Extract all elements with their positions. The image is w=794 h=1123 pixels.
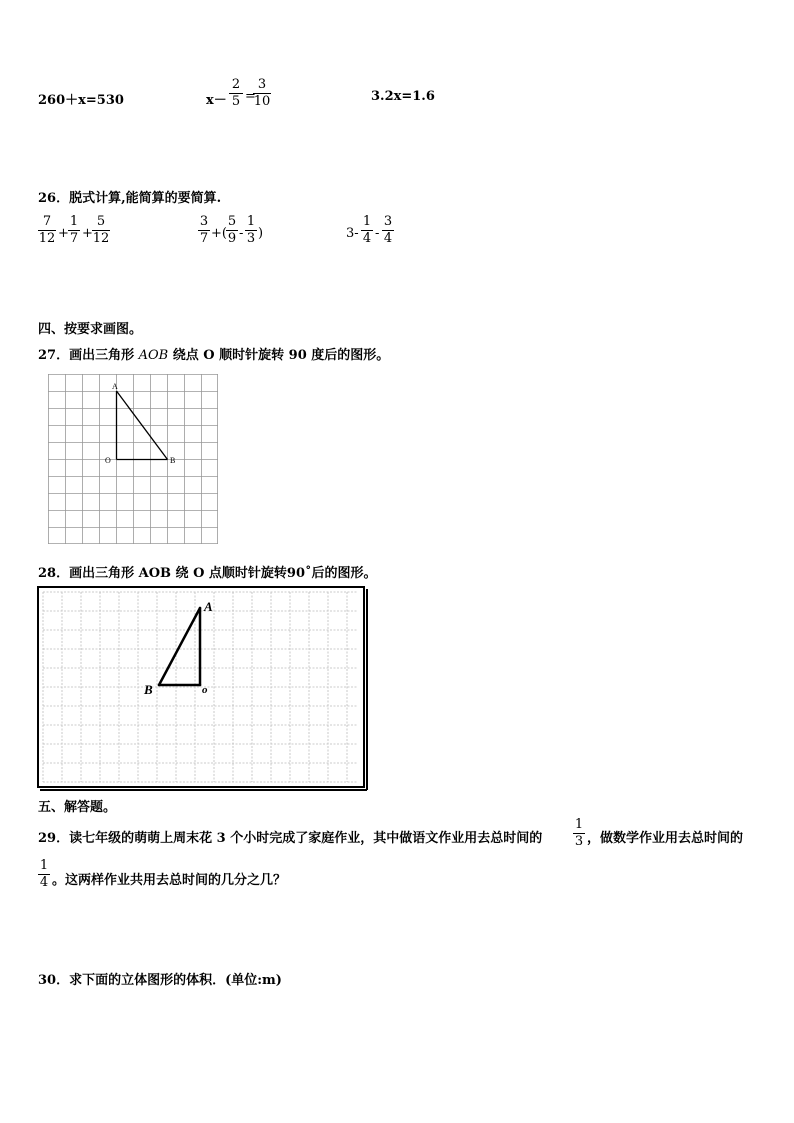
q26-e2-frac-2: 5 9 bbox=[227, 214, 237, 246]
q26-title: 26．脱式计算,能简算的要简算. bbox=[38, 191, 222, 206]
q27-label-a: A bbox=[112, 382, 118, 391]
equation-2-fraction-2: 3 10 bbox=[253, 77, 271, 109]
q26-e3-minus: - bbox=[375, 226, 380, 241]
q26-e2-open: +( bbox=[211, 226, 227, 241]
q26-e2-minus: - bbox=[239, 226, 244, 241]
section-4-title: 四、按要求画图。 bbox=[38, 322, 143, 337]
q26-e2-frac-1: 3 7 bbox=[199, 214, 209, 246]
q29-text-3: 。这两样作业共用去总时间的几分之几？ bbox=[52, 873, 287, 888]
q26-e1-frac-1: 7 12 bbox=[38, 214, 56, 246]
equation-2-fraction-1: 2 5 bbox=[229, 77, 243, 110]
q28-label-o: o bbox=[202, 684, 208, 696]
q28-title: 28．画出三角形 AOB 绕 O 点顺时针旋转90˚后的图形。 bbox=[38, 566, 377, 581]
q29-fraction-2: 1 4 bbox=[39, 858, 49, 890]
q30-title: 30．求下面的立体图形的体积．(单位:m) bbox=[38, 973, 282, 988]
q26-e2-frac-3: 1 3 bbox=[246, 214, 256, 246]
equation-1: 260＋x=530 bbox=[38, 93, 124, 108]
q26-e1-frac-3: 5 12 bbox=[92, 214, 110, 246]
q26-e1-frac-2: 1 7 bbox=[69, 214, 79, 246]
q29-text-1: 29．读七年级的萌萌上周末花 3 个小时完成了家庭作业，其中做语文作业用去总时间的 bbox=[38, 831, 543, 846]
q27-label-b: B bbox=[170, 456, 176, 465]
equation-2-equals: = bbox=[245, 89, 256, 104]
q27-grid-figure bbox=[48, 374, 218, 544]
q26-e3-frac-1: 1 4 bbox=[362, 214, 372, 246]
section-5-title: 五、解答题。 bbox=[38, 800, 117, 815]
q26-e3-lead: 3- bbox=[346, 226, 359, 241]
q28-label-a: A bbox=[204, 599, 213, 614]
q29-text-2: ，做数学作业用去总时间的 bbox=[587, 831, 744, 846]
q26-e3-frac-2: 3 4 bbox=[383, 214, 393, 246]
q26-e1-plus-2: + bbox=[82, 226, 93, 241]
equation-3: 3.2x=1.6 bbox=[371, 89, 435, 104]
q27-title: 27．画出三角形 AOB 绕点 O 顺时针旋转 90 度后的图形。 bbox=[38, 348, 390, 363]
q29-fraction-1: 1 3 bbox=[574, 817, 584, 849]
equation-2-prefix: x－ bbox=[206, 93, 227, 108]
q28-grid-figure bbox=[37, 586, 369, 792]
q26-e2-close: ) bbox=[258, 226, 264, 241]
q26-e1-plus-1: + bbox=[58, 226, 69, 241]
q28-label-b: B bbox=[144, 682, 153, 697]
q27-label-o: O bbox=[105, 456, 111, 465]
